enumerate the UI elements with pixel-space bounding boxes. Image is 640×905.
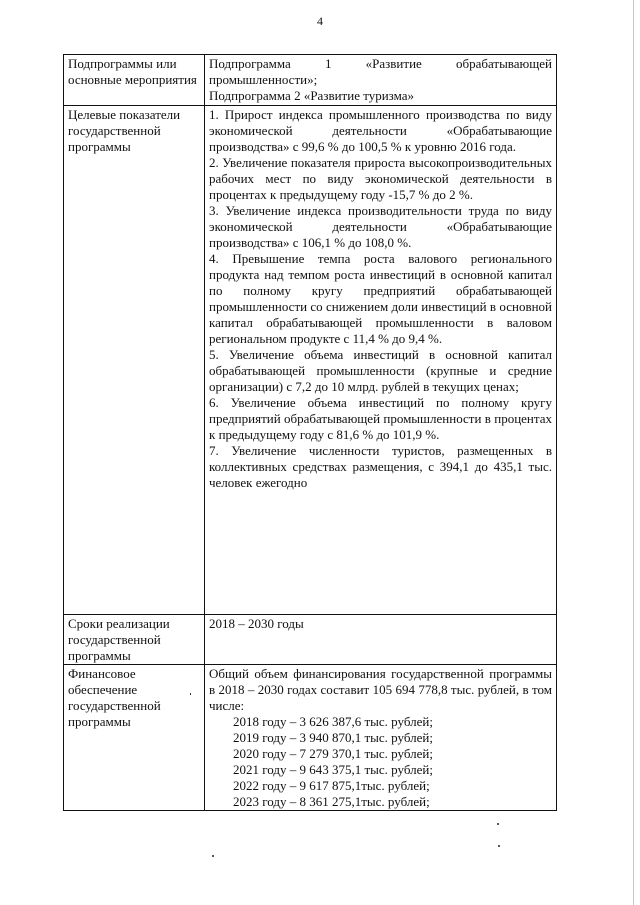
- scan-speck: [498, 845, 500, 847]
- finance-year-2022: 2022 году – 9 617 875,1тыс. рублей;: [233, 778, 430, 793]
- value-terms: 2018 – 2030 годы: [205, 615, 557, 665]
- program-passport-table: [63, 54, 557, 811]
- target-item-7: 7. Увеличение численности туристов, размещенных в коллективных средствах размещения, с 394,1 до 435,1 тыс. человек ежегодно: [209, 443, 552, 490]
- subprogram-2-line: Подпрограмма 2 «Развитие туризма»: [209, 88, 415, 103]
- label-terms: Сроки реализации государственной программы: [64, 615, 205, 665]
- finance-year-2021: 2021 году – 9 643 375,1 тыс. рублей;: [233, 762, 433, 777]
- value-finance: [205, 665, 557, 811]
- scan-edge-line: [633, 0, 634, 905]
- table-row-terms: [64, 615, 557, 665]
- label-subprograms: Подпрограммы или основные мероприятия: [64, 55, 205, 106]
- label-targets: Целевые показатели государственной программы: [64, 106, 205, 615]
- target-item-4: 4. Превышение темпа роста валового регионального продукта над темпом роста инвестиций в основной капитал по полному кругу предприятий обрабатывающей промышленности со снижением доли инвестиций в основной капитал обрабатывающей промышленности в валовом региональном продукте с 11,4 % до 9,4 %.: [209, 251, 552, 346]
- scan-speck: [497, 823, 499, 825]
- value-subprograms: [205, 55, 557, 106]
- table-row-targets: [64, 106, 557, 615]
- page-number: 4: [317, 14, 323, 28]
- target-item-2: 2. Увеличение показателя прироста высокопроизводительных рабочих мест по виду экономической деятельности в процентах к предыдущему году -15,7 % до 2 %.: [209, 155, 552, 202]
- label-finance: Финансовое обеспечение государственной программы: [64, 665, 205, 811]
- target-item-3: 3. Увеличение индекса производительности труда по виду экономической деятельности «Обрабатывающие производства» с 106,1 % до 108,0 %.: [209, 203, 552, 250]
- target-item-6: 6. Увеличение объема инвестиций по полному кругу предприятий обрабатывающей промышленности в процентах к предыдущему году с 81,6 % до 101,9 %.: [209, 395, 552, 442]
- finance-intro: Общий объем финансирования государственной программы в 2018 – 2030 годах составит 105 694 778,8 тыс. рублей, в том числе:: [209, 666, 552, 713]
- target-item-1: 1. Прирост индекса промышленного производства по виду экономической деятельности «Обрабатывающие производства» с 99,6 % до 100,5 % к уровню 2016 года.: [209, 107, 552, 154]
- scan-speck: [190, 693, 191, 695]
- subprogram-1-line: Подпрограмма 1 «Развитие обрабатывающей промышленности»;: [209, 56, 552, 87]
- scan-speck: [212, 855, 214, 857]
- finance-year-2020: 2020 году – 7 279 370,1 тыс. рублей;: [233, 746, 433, 761]
- finance-year-2018: 2018 году – 3 626 387,6 тыс. рублей;: [233, 714, 433, 729]
- target-item-5: 5. Увеличение объема инвестиций в основной капитал обрабатывающей промышленности (крупные и средние организации) с 7,2 до 10 млрд. рублей в текущих ценах;: [209, 347, 552, 394]
- finance-year-2019: 2019 году – 3 940 870,1 тыс. рублей;: [233, 730, 433, 745]
- table-row-finance: [64, 665, 557, 811]
- table-row-subprograms: [64, 55, 557, 106]
- value-targets: [205, 106, 557, 615]
- finance-year-2023: 2023 году – 8 361 275,1тыс. рублей;: [233, 794, 430, 809]
